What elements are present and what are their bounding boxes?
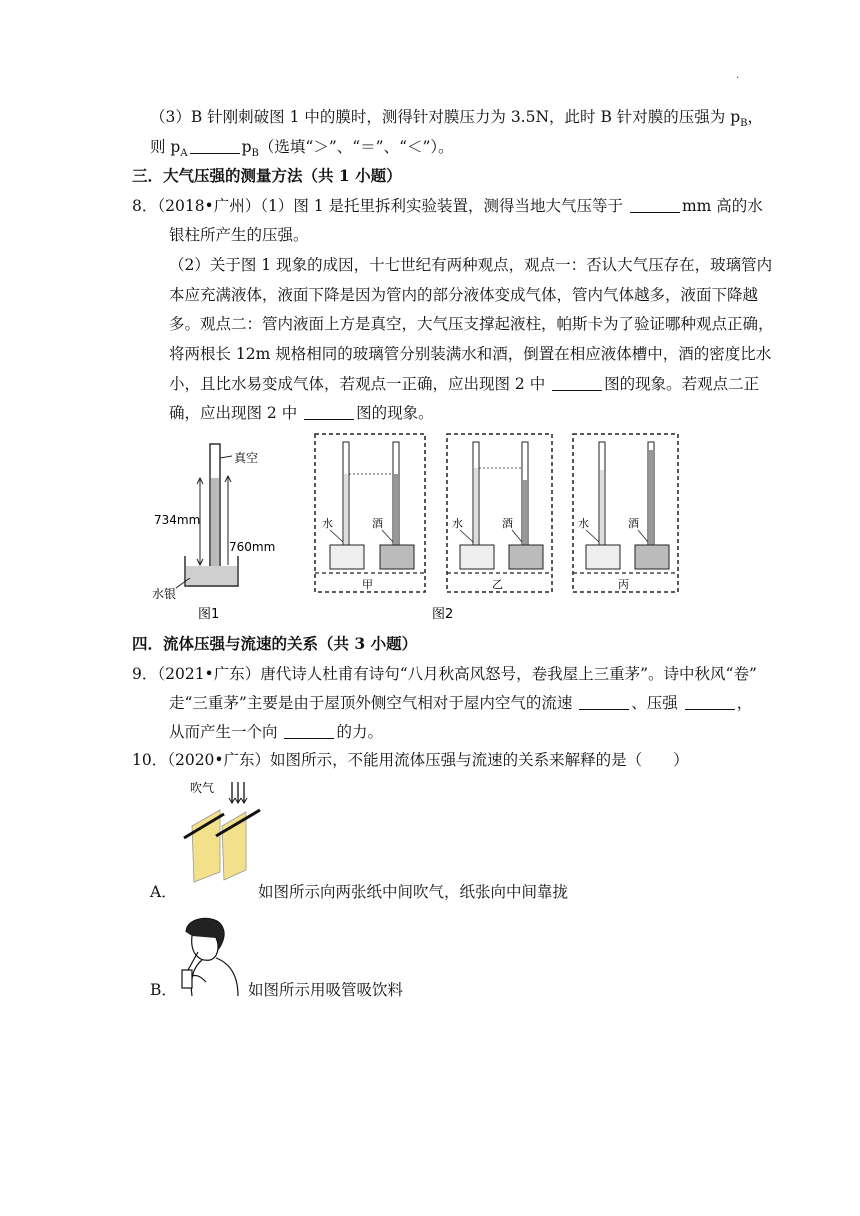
option-b-figure — [176, 912, 246, 998]
blow-label: 吹气 — [190, 781, 215, 795]
q7-part3-line2: 则 $p_A$ $p_B$（选填“＞”、“＝”、“＜”）。 — [150, 138, 454, 160]
header-dot: . — [736, 70, 740, 81]
q8-line5: 多。观点二：管内液面上方是真空，大气压支撑起液柱，帕斯卡为了验证哪种观点正确， — [169, 315, 774, 333]
panel-label-bing: 丙 — [618, 578, 629, 591]
q9-line1: 9．（2021•广东）唐代诗人杜甫有诗句“八月秋高风怒号，卷我屋上三重茅”。诗中秋风“卷” — [132, 665, 757, 683]
q8-line3: （2）关于图 1 现象的成因，十七世纪有两种观点，观点一：否认大气压存在，玻璃管内 — [169, 256, 773, 274]
panel-jia — [315, 434, 425, 592]
answer-blank[interactable] — [304, 405, 354, 420]
option-b-label[interactable]: B． — [150, 981, 177, 999]
water-label: 水 — [452, 517, 463, 530]
option-a-text[interactable]: 如图所示向两张纸中间吹气，纸张向中间靠拢 — [258, 883, 569, 901]
wine-label: 酒 — [628, 517, 639, 530]
answer-blank[interactable] — [552, 376, 602, 391]
answer-blank[interactable] — [579, 695, 629, 710]
option-a-label[interactable]: A． — [150, 883, 177, 901]
answer-blank[interactable] — [284, 724, 334, 739]
q8-line8: 确，应出现图 2 中 图的现象。 — [169, 404, 434, 422]
option-a-figure — [172, 778, 262, 888]
water-label: 水 — [578, 517, 589, 530]
section-3-title: 三．大气压强的测量方法（共 1 小题） — [132, 166, 402, 185]
q9-line2: 走“三重茅”主要是由于屋顶外侧空气相对于屋内空气的流速 、压强 ， — [169, 694, 753, 712]
paper-sheet-right — [222, 812, 246, 880]
wine-label: 酒 — [372, 517, 383, 530]
panel-yi — [447, 434, 552, 592]
figure-2-caption: 图2 — [432, 607, 454, 622]
height-760-label: 760mm — [229, 540, 276, 554]
q8-line1: 8．（2018•广州）（1）图 1 是托里拆利实验装置，测得当地大气压等于 mm 高的水 — [132, 197, 763, 215]
q8-line7: 小，且比水易变成气体，若观点一正确，应出现图 2 中 图的现象。若观点二正 — [169, 375, 760, 393]
height-734-label: 734mm — [154, 513, 201, 527]
straw — [188, 952, 198, 970]
q7-part3-line1: （3）B 针刚刺破图 1 中的膜时，测得针对膜压力为 3.5N，此时 B 针对膜的压强为 $p_B$， — [150, 108, 764, 130]
paper-sheet-left — [192, 810, 220, 882]
q8-line6: 将两根长 12m 规格相同的玻璃管分别装满水和酒，倒置在相应液体槽中，酒的密度比水 — [169, 345, 772, 363]
water-label: 水 — [322, 517, 333, 530]
drink-cup — [182, 970, 192, 988]
q8-line4: 本应充满液体，液面下降是因为管内的部分液体变成气体，管内气体越多，液面下降越 — [169, 286, 759, 304]
wine-label: 酒 — [502, 517, 513, 530]
section-4-title: 四．流体压强与流速的关系（共 3 小题） — [132, 634, 418, 653]
q10-stem: 10．（2020•广东）如图所示，不能用流体压强与流速的关系来解释的是（ ） — [132, 751, 689, 769]
mercury-label: 水银 — [152, 587, 177, 601]
panel-label-jia: 甲 — [362, 578, 373, 591]
figure-1-torricelli — [150, 438, 276, 623]
panel-bing — [573, 434, 678, 592]
option-b-text[interactable]: 如图所示用吸管吸饮料 — [248, 981, 404, 999]
q8-line2: 银柱所产生的压强。 — [169, 226, 309, 244]
answer-blank[interactable] — [685, 695, 735, 710]
answer-blank[interactable] — [630, 198, 680, 213]
vacuum-label: 真空 — [234, 451, 259, 465]
figure-2-panels — [310, 430, 690, 625]
figure-1-caption: 图1 — [198, 607, 220, 622]
mercury-pool — [186, 566, 237, 585]
q9-line3: 从而产生一个向 的力。 — [169, 723, 383, 741]
panel-label-yi: 乙 — [492, 578, 503, 591]
answer-blank[interactable] — [190, 139, 240, 154]
mercury-column — [211, 478, 219, 573]
